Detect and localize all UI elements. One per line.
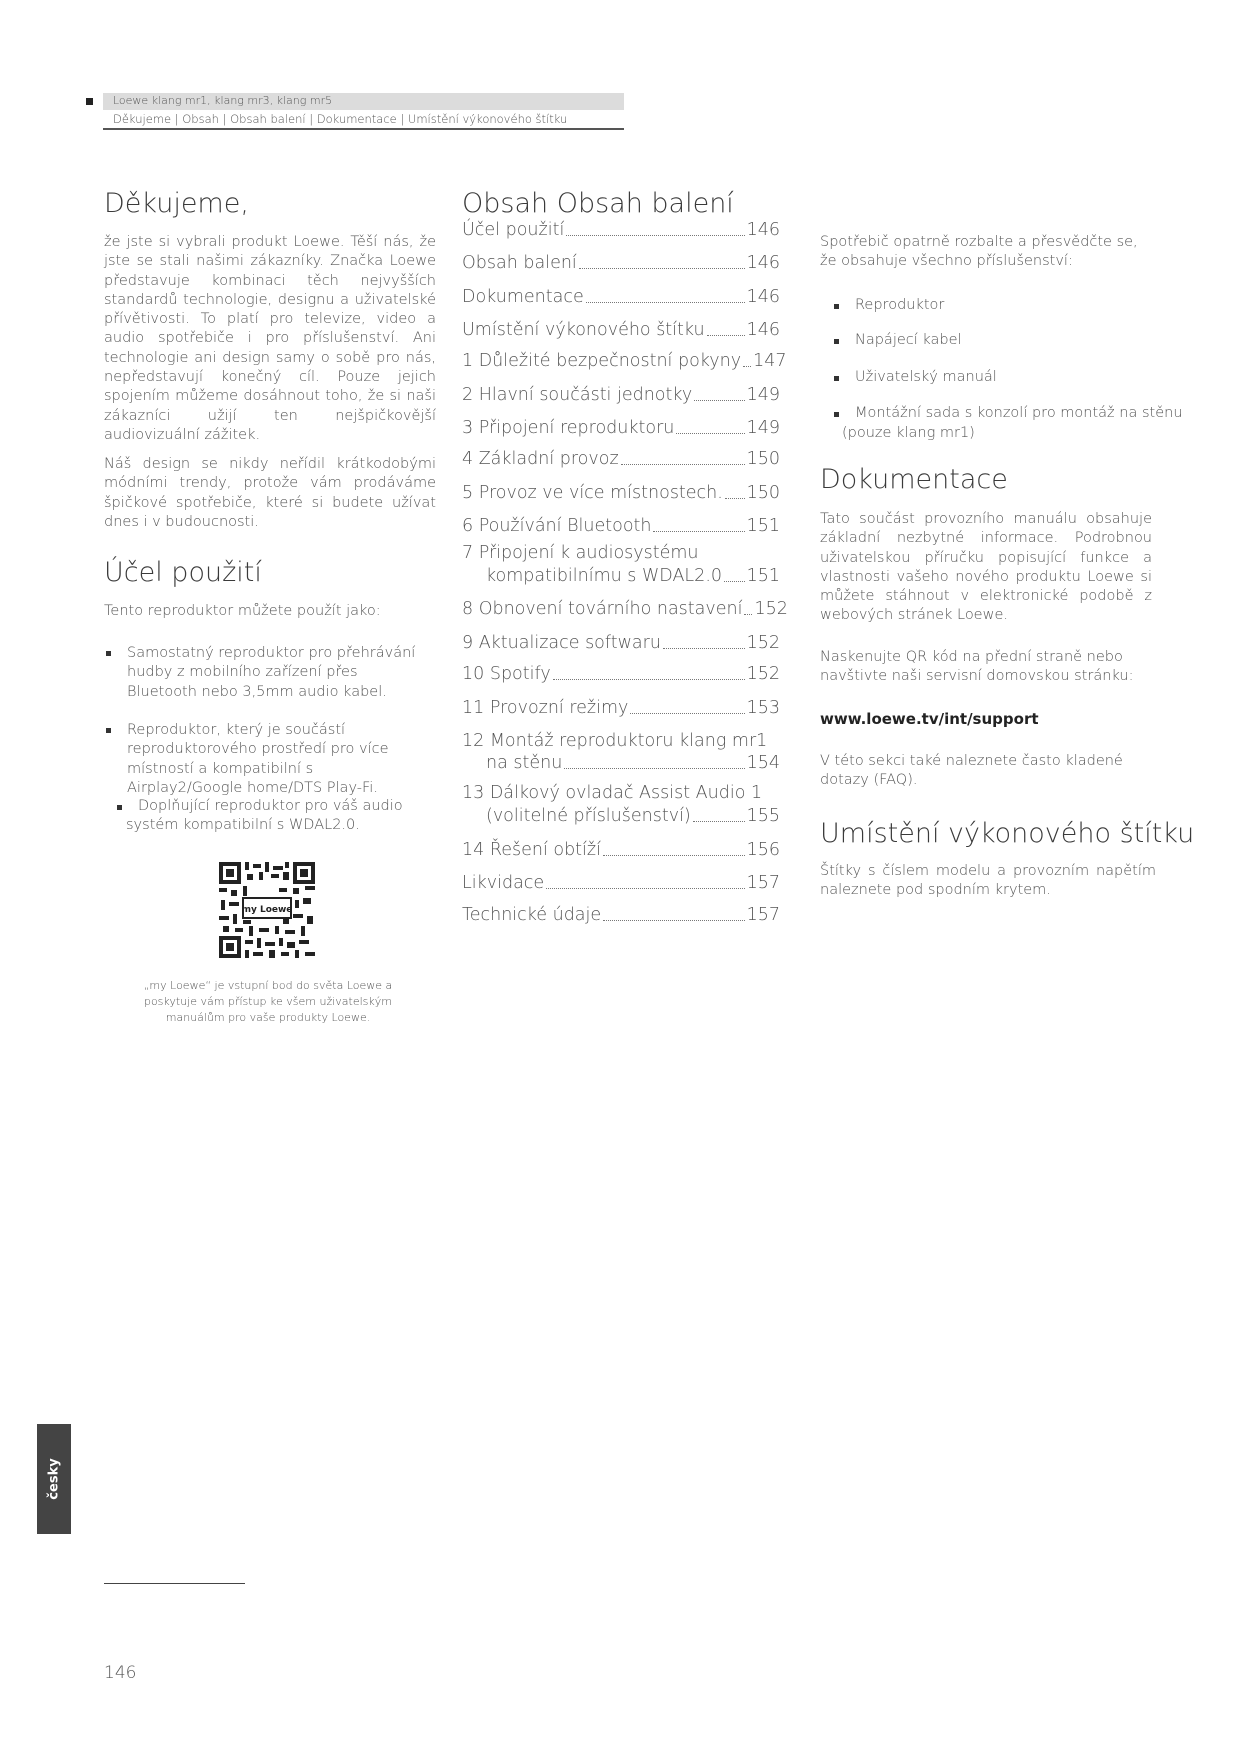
toc-entry-label: 4 Základní provoz	[462, 449, 619, 469]
toc-entry-page: 154	[746, 753, 780, 773]
toc-leader-dots	[653, 531, 744, 532]
toc-entry-page: 146	[746, 320, 780, 340]
toc-leader-dots	[564, 768, 744, 769]
toc-leader-dots	[603, 855, 745, 856]
toc-entry-page: 146	[746, 220, 780, 240]
toc-entry-page: 147	[753, 351, 787, 371]
toc-entry-label: 7 Připojení k audiosystému	[462, 543, 699, 563]
toc-leader-dots	[693, 821, 745, 822]
toc-entry[interactable]	[462, 598, 788, 620]
language-tab-label: česky	[46, 1458, 62, 1500]
toc-entry-page: 149	[746, 418, 780, 438]
toc-entry-page: 146	[746, 287, 780, 307]
bullet-icon	[834, 339, 839, 344]
toc-entry-label: Obsah balení	[462, 253, 577, 273]
toc-entry[interactable]	[462, 417, 780, 439]
toc-leader-dots	[566, 235, 744, 236]
toc-entry[interactable]	[462, 448, 780, 470]
toc-entry[interactable]	[462, 872, 780, 894]
toc-entry-page: 151	[746, 566, 780, 586]
documentation-heading: Dokumentace	[820, 464, 1008, 495]
toc-leader-dots	[743, 366, 751, 367]
toc-entry-label: 14 Řešení obtíží	[462, 840, 601, 860]
toc-entry[interactable]	[462, 286, 780, 308]
toc-entry-label: 6 Používání Bluetooth	[462, 516, 652, 536]
toc-entry-label: 2 Hlavní součásti jednotky	[462, 385, 693, 405]
toc-entry-label: 10 Spotify	[462, 664, 551, 684]
thanks-heading: Děkujeme,	[104, 188, 249, 219]
rating-label-paragraph: Štítky s číslem modelu a provozním napětím naleznete pod spodním krytem.	[820, 863, 1156, 899]
intended-use-intro: Tento reproduktor můžete použít jako:	[104, 603, 381, 619]
toc-entry[interactable]	[486, 805, 780, 827]
toc-entry-label: 8 Obnovení továrního nastavení	[462, 599, 743, 619]
qr-instruction-paragraph: Naskenujte QR kód na přední straně nebo navštivte naši servisní domovskou stránku:	[820, 649, 1134, 685]
toc-entry-label: Technické údaje	[462, 905, 602, 925]
header-product-title: Loewe klang mr1, klang mr3, klang mr5	[113, 94, 333, 107]
toc-entry[interactable]	[462, 482, 780, 504]
toc-entry-label: 9 Aktualizace softwaru	[462, 633, 661, 653]
package-item-mount-note: (pouze klang mr1)	[842, 425, 975, 441]
qr-code-icon	[219, 862, 315, 958]
design-paragraph: Náš design se nikdy neřídil krátkodobými módními trendy, protože vám prodáváme špičkové spotřebiče, které si budete užívat dnes i v budoucnosti.	[104, 456, 436, 530]
toc-entry-page: 150	[746, 449, 780, 469]
toc-entry-label: 11 Provozní režimy	[462, 698, 629, 718]
toc-entry[interactable]	[462, 219, 780, 241]
toc-entry-label: 3 Připojení reproduktoru	[462, 418, 675, 438]
qr-logo-label: my Loewe	[241, 905, 293, 915]
toc-entry-page: 155	[746, 806, 780, 826]
intended-use-heading: Účel použití	[104, 557, 262, 588]
toc-entry-label: Umístění výkonového štítku	[462, 320, 705, 340]
documentation-paragraph: Tato součást provozního manuálu obsahuje základní nezbytné informace. Podrobnou uživatelskou příručku popisující funkce a vlastnosti vašeho nového produktu Loewe si můžete stáhnout v elektronické podobě z webových stránek Loewe.	[820, 511, 1152, 624]
toc-leader-dots	[744, 614, 752, 615]
package-item-manual: Uživatelský manuál	[855, 369, 997, 385]
package-item-mount-kit: Montážní sada s konzolí pro montáž na stěnu	[855, 405, 1183, 421]
package-intro: Spotřebič opatrně rozbalte a přesvědčte se, že obsahuje všechno příslušenství:	[820, 234, 1138, 270]
toc-entry[interactable]	[462, 632, 780, 654]
toc-entry-page: 146	[746, 253, 780, 273]
header-rule	[103, 128, 624, 130]
toc-leader-dots	[621, 464, 745, 465]
toc-entry-page: 157	[746, 905, 780, 925]
toc-entry-page: 157	[746, 873, 780, 893]
language-tab	[37, 1424, 71, 1534]
toc-entry-page: 149	[746, 385, 780, 405]
toc-entry-label: (volitelné příslušenství)	[486, 806, 691, 826]
toc-entry[interactable]	[486, 565, 780, 587]
page-number: 146	[104, 1663, 137, 1683]
toc-entry-label: 13 Dálkový ovladač Assist Audio 1	[462, 783, 763, 803]
package-item-speaker: Reproduktor	[855, 297, 945, 313]
toc-entry-page: 152	[746, 664, 780, 684]
footnote-rule	[104, 1583, 245, 1584]
bullet-icon	[834, 412, 839, 417]
toc-entry-label: Likvidace	[462, 873, 545, 893]
use-bullet-2: Reproduktor, který je součástí reproduktorového prostředí pro více místností a kompatibilní s Airplay2/Google home/DTS Play-Fi.	[127, 722, 389, 796]
toc-leader-dots	[694, 400, 744, 401]
toc-entry-label: Dokumentace	[462, 287, 584, 307]
package-item-power-cable: Napájecí kabel	[855, 332, 962, 348]
toc-entry-label: na stěnu	[486, 753, 563, 773]
toc-entry-label: 1 Důležité bezpečnostní pokyny	[462, 351, 742, 371]
toc-leader-dots	[724, 581, 745, 582]
use-bullet-1: Samostatný reproduktor pro přehrávání hudby z mobilního zařízení přes Bluetooth nebo 3,5mm audio kabel.	[127, 645, 416, 700]
toc-leader-dots	[725, 498, 745, 499]
toc-entry-page: 151	[746, 516, 780, 536]
toc-leader-dots	[676, 433, 744, 434]
toc-entry-page: 152	[746, 633, 780, 653]
toc-leader-dots	[663, 648, 745, 649]
toc-entry[interactable]	[462, 839, 780, 861]
toc-leader-dots	[586, 302, 745, 303]
header-bullet	[86, 98, 93, 105]
toc-leader-dots	[630, 713, 744, 714]
use-bullet-3: Doplňující reproduktor pro váš audio systém kompatibilní s WDAL2.0.	[126, 798, 403, 834]
toc-entry[interactable]	[462, 515, 780, 537]
toc-entry[interactable]	[462, 350, 787, 372]
qr-caption: „my Loewe“ je vstupní bod do světa Loewe a poskytuje vám přístup ke všem uživatelským manuálům pro vaše produkty Loewe.	[143, 979, 393, 1024]
toc-entry-label: 5 Provoz ve více místnostech.	[462, 483, 723, 503]
toc-entry[interactable]	[462, 252, 780, 274]
bullet-icon	[106, 728, 111, 733]
toc-entry-page: 153	[746, 698, 780, 718]
bullet-icon	[117, 805, 122, 810]
toc-entry-label: kompatibilnímu s WDAL2.0	[486, 566, 723, 586]
bullet-icon	[834, 376, 839, 381]
toc-entry-label: Účel použití	[462, 220, 565, 240]
bullet-icon	[834, 304, 839, 309]
toc-entry-page: 152	[754, 599, 788, 619]
thanks-paragraph: že jste si vybrali produkt Loewe. Těší nás, že jste se stali našimi zákazníky. Značka Loewe představuje kombinaci těch nejvyšších standardů technologie, designu a uživatelské přívětivosti. To platí pro televize, video a audio spotřebiče i pro příslušenství. Ani technologie ani design samy o sobě pro nás, nepředstavují konečný cíl. Pouze jejich spojením můžeme dosáhnout toho, že si naši zákazníci užijí ten nejšpičkovější audiovizuální zážitek.	[104, 234, 436, 443]
toc-entry[interactable]	[462, 384, 780, 406]
toc-leader-dots	[603, 920, 744, 921]
rating-label-heading: Umístění výkonového štítku	[820, 818, 1195, 849]
toc-leader-dots	[707, 335, 745, 336]
toc-leader-dots	[579, 268, 745, 269]
toc-entry[interactable]	[462, 904, 780, 926]
support-link[interactable]: www.loewe.tv/int/support	[820, 710, 1039, 728]
toc-entry[interactable]	[462, 319, 780, 341]
bullet-icon	[106, 651, 111, 656]
header-breadcrumb: Děkujeme | Obsah | Obsah balení | Dokumentace | Umístění výkonového štítku	[113, 112, 568, 126]
toc-entry[interactable]	[486, 752, 780, 774]
toc-leader-dots	[546, 888, 744, 889]
toc-heading: Obsah Obsah balení	[462, 188, 734, 219]
toc-leader-dots	[553, 679, 745, 680]
toc-entry[interactable]	[462, 697, 780, 719]
toc-entry-page: 156	[746, 840, 780, 860]
faq-paragraph: V této sekci také naleznete často kladené dotazy (FAQ).	[820, 753, 1123, 789]
toc-entry[interactable]	[462, 663, 780, 685]
toc-entry-label: 12 Montáž reproduktoru klang mr1	[462, 731, 768, 751]
toc-entry-page: 150	[746, 483, 780, 503]
